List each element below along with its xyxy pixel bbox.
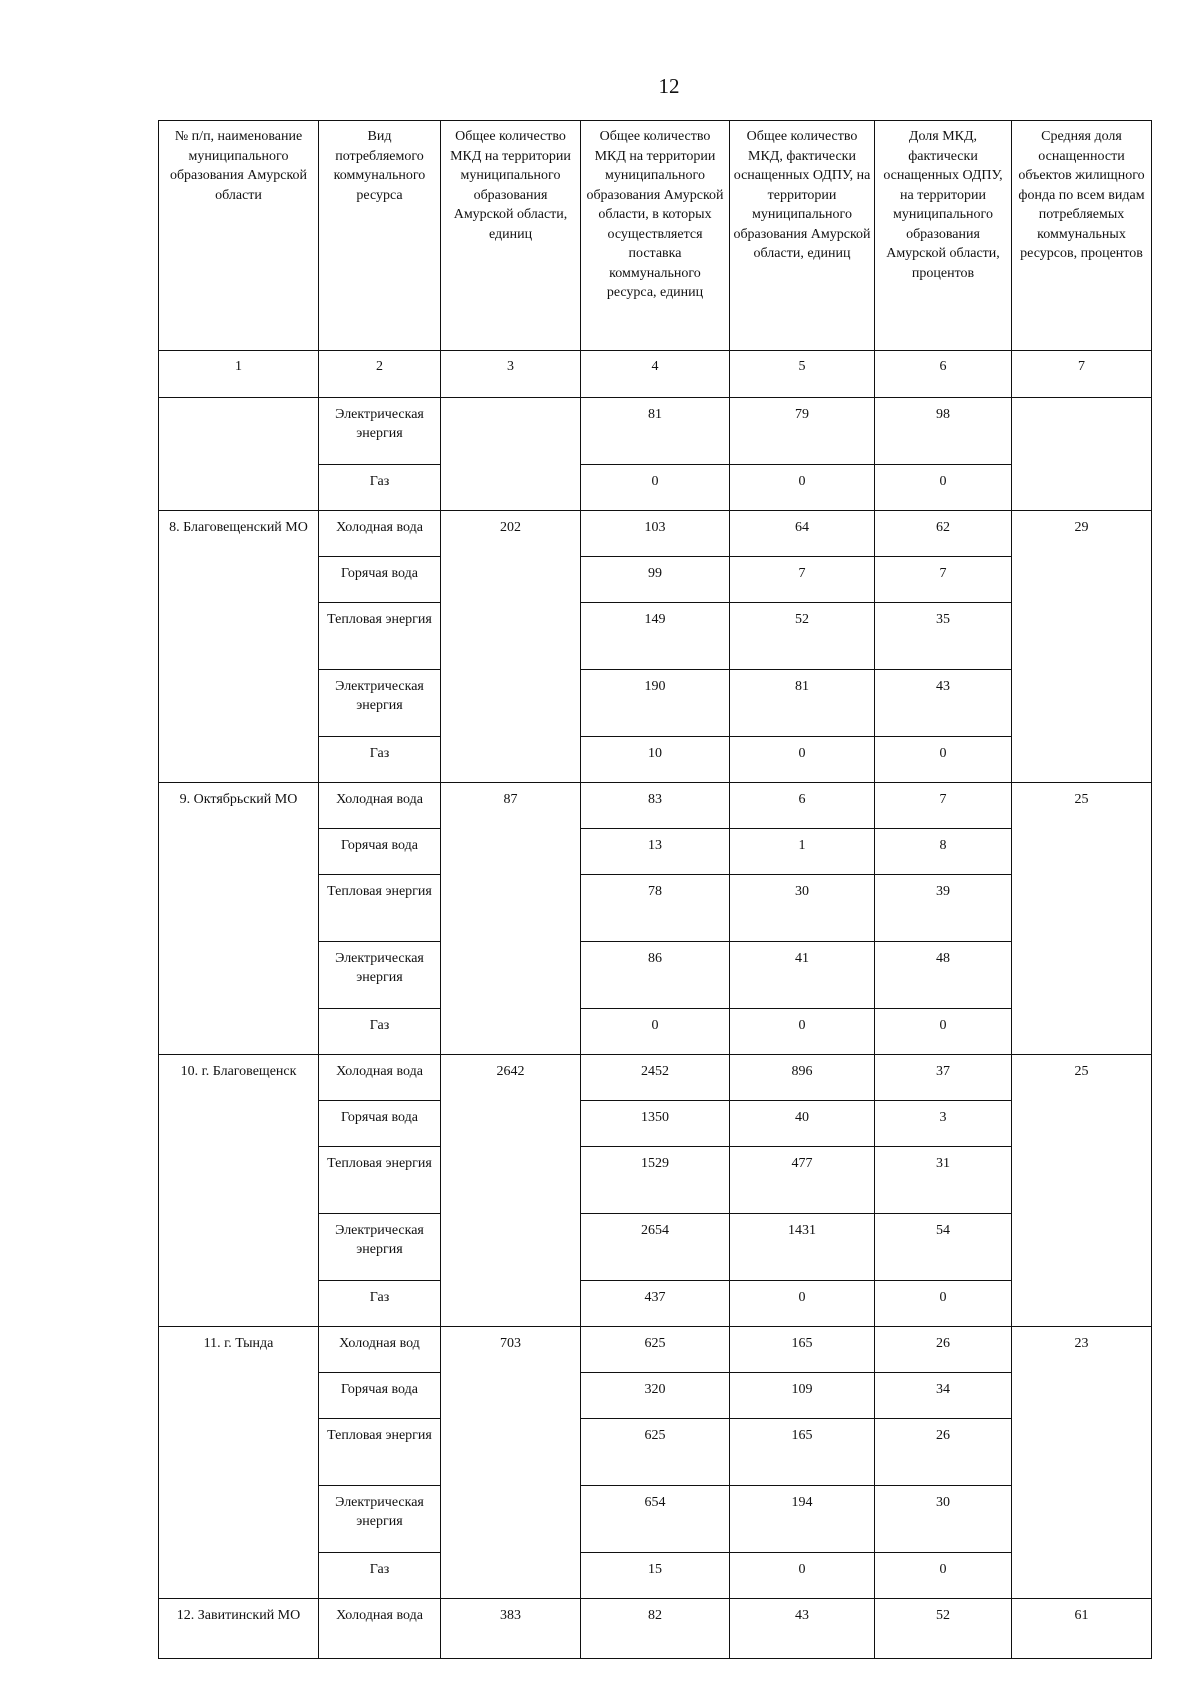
supplied-cell: 10 <box>581 737 730 783</box>
supplied-cell: 1529 <box>581 1147 730 1214</box>
resource-cell: Холодная вода <box>319 1055 441 1101</box>
supplied-cell: 15 <box>581 1553 730 1599</box>
supplied-cell: 625 <box>581 1327 730 1373</box>
share-cell: 35 <box>875 603 1012 670</box>
equipped-cell: 40 <box>730 1101 875 1147</box>
equipped-cell: 0 <box>730 465 875 511</box>
table-header-row <box>159 121 1152 351</box>
table-row <box>159 783 1152 829</box>
resource-cell: Горячая вода <box>319 829 441 875</box>
odpu-equipment-table <box>158 120 1152 1659</box>
average-share-cell <box>1012 398 1152 511</box>
header-resource-type: Вид потребляемого коммунального ресурса <box>319 121 441 351</box>
supplied-cell: 99 <box>581 557 730 603</box>
column-number: 1 <box>159 351 319 398</box>
header-supplied-mkd: Общее количество МКД на территории муниципального образования Амурской области, в которых осуществляется поставка коммунального ресурса, единиц <box>581 121 730 351</box>
supplied-cell: 86 <box>581 942 730 1009</box>
equipped-cell: 165 <box>730 1419 875 1486</box>
column-number: 5 <box>730 351 875 398</box>
resource-cell: Газ <box>319 1009 441 1055</box>
header-equipped-share: Доля МКД, фактически оснащенных ОДПУ, на территории муниципального образования Амурской области, процентов <box>875 121 1012 351</box>
resource-cell: Тепловая энергия <box>319 603 441 670</box>
table-row <box>159 1055 1152 1101</box>
share-cell: 30 <box>875 1486 1012 1553</box>
column-number-row <box>159 351 1152 398</box>
equipped-cell: 79 <box>730 398 875 465</box>
equipped-cell: 43 <box>730 1599 875 1659</box>
table-row <box>159 1599 1152 1659</box>
share-cell: 0 <box>875 1009 1012 1055</box>
supplied-cell: 2452 <box>581 1055 730 1101</box>
resource-cell: Электрическая энергия <box>319 1486 441 1553</box>
total-mkd-cell: 703 <box>441 1327 581 1599</box>
resource-cell: Холодная вода <box>319 511 441 557</box>
share-cell: 3 <box>875 1101 1012 1147</box>
share-cell: 7 <box>875 783 1012 829</box>
table-row <box>159 398 1152 465</box>
share-cell: 0 <box>875 737 1012 783</box>
share-cell: 34 <box>875 1373 1012 1419</box>
supplied-cell: 1350 <box>581 1101 730 1147</box>
equipped-cell: 81 <box>730 670 875 737</box>
equipped-cell: 0 <box>730 737 875 783</box>
share-cell: 26 <box>875 1327 1012 1373</box>
equipped-cell: 1 <box>730 829 875 875</box>
share-cell: 39 <box>875 875 1012 942</box>
resource-cell: Горячая вода <box>319 1101 441 1147</box>
data-table-container <box>158 120 1152 1659</box>
page-number: 12 <box>658 74 680 98</box>
supplied-cell: 190 <box>581 670 730 737</box>
supplied-cell: 654 <box>581 1486 730 1553</box>
column-number: 2 <box>319 351 441 398</box>
supplied-cell: 81 <box>581 398 730 465</box>
header-equipped-mkd: Общее количество МКД, фактически оснащенных ОДПУ, на территории муниципального образования Амурской области, единиц <box>730 121 875 351</box>
resource-cell: Тепловая энергия <box>319 875 441 942</box>
municipality-cell: 12. Завитинский МО <box>159 1599 319 1659</box>
average-share-cell: 29 <box>1012 511 1152 783</box>
resource-cell: Газ <box>319 465 441 511</box>
equipped-cell: 52 <box>730 603 875 670</box>
total-mkd-cell: 87 <box>441 783 581 1055</box>
equipped-cell: 1431 <box>730 1214 875 1281</box>
equipped-cell: 896 <box>730 1055 875 1101</box>
equipped-cell: 30 <box>730 875 875 942</box>
resource-cell: Холодная вода <box>319 783 441 829</box>
share-cell: 52 <box>875 1599 1012 1659</box>
equipped-cell: 6 <box>730 783 875 829</box>
resource-cell: Электрическая энергия <box>319 398 441 465</box>
supplied-cell: 149 <box>581 603 730 670</box>
table-row <box>159 511 1152 557</box>
resource-cell: Горячая вода <box>319 557 441 603</box>
average-share-cell: 25 <box>1012 783 1152 1055</box>
supplied-cell: 78 <box>581 875 730 942</box>
share-cell: 54 <box>875 1214 1012 1281</box>
municipality-cell <box>159 398 319 511</box>
equipped-cell: 7 <box>730 557 875 603</box>
resource-cell: Тепловая энергия <box>319 1147 441 1214</box>
municipality-cell: 8. Благовещенский МО <box>159 511 319 783</box>
resource-cell: Электрическая энергия <box>319 942 441 1009</box>
header-average-share: Средняя доля оснащенности объектов жилищного фонда по всем видам потребляемых коммунальных ресурсов, процентов <box>1012 121 1152 351</box>
equipped-cell: 0 <box>730 1553 875 1599</box>
supplied-cell: 437 <box>581 1281 730 1327</box>
header-municipality: № п/п, наименование муниципального образования Амурской области <box>159 121 319 351</box>
total-mkd-cell <box>441 398 581 511</box>
equipped-cell: 109 <box>730 1373 875 1419</box>
column-number: 3 <box>441 351 581 398</box>
total-mkd-cell: 2642 <box>441 1055 581 1327</box>
average-share-cell: 61 <box>1012 1599 1152 1659</box>
resource-cell: Газ <box>319 1281 441 1327</box>
equipped-cell: 477 <box>730 1147 875 1214</box>
equipped-cell: 194 <box>730 1486 875 1553</box>
share-cell: 7 <box>875 557 1012 603</box>
supplied-cell: 320 <box>581 1373 730 1419</box>
municipality-cell: 9. Октябрьский МО <box>159 783 319 1055</box>
table-row <box>159 1327 1152 1373</box>
resource-cell: Холодная вода <box>319 1599 441 1659</box>
share-cell: 37 <box>875 1055 1012 1101</box>
resource-cell: Горячая вода <box>319 1373 441 1419</box>
supplied-cell: 82 <box>581 1599 730 1659</box>
total-mkd-cell: 383 <box>441 1599 581 1659</box>
municipality-cell: 10. г. Благовещенск <box>159 1055 319 1327</box>
supplied-cell: 2654 <box>581 1214 730 1281</box>
share-cell: 26 <box>875 1419 1012 1486</box>
total-mkd-cell: 202 <box>441 511 581 783</box>
supplied-cell: 625 <box>581 1419 730 1486</box>
equipped-cell: 165 <box>730 1327 875 1373</box>
average-share-cell: 23 <box>1012 1327 1152 1599</box>
column-number: 7 <box>1012 351 1152 398</box>
resource-cell: Холодная вод <box>319 1327 441 1373</box>
share-cell: 31 <box>875 1147 1012 1214</box>
resource-cell: Электрическая энергия <box>319 670 441 737</box>
resource-cell: Газ <box>319 1553 441 1599</box>
municipality-cell: 11. г. Тында <box>159 1327 319 1599</box>
column-number: 6 <box>875 351 1012 398</box>
equipped-cell: 41 <box>730 942 875 1009</box>
share-cell: 8 <box>875 829 1012 875</box>
equipped-cell: 0 <box>730 1009 875 1055</box>
header-total-mkd: Общее количество МКД на территории муниципального образования Амурской области, единиц <box>441 121 581 351</box>
resource-cell: Тепловая энергия <box>319 1419 441 1486</box>
resource-cell: Газ <box>319 737 441 783</box>
share-cell: 0 <box>875 465 1012 511</box>
column-number: 4 <box>581 351 730 398</box>
average-share-cell: 25 <box>1012 1055 1152 1327</box>
share-cell: 48 <box>875 942 1012 1009</box>
share-cell: 43 <box>875 670 1012 737</box>
supplied-cell: 83 <box>581 783 730 829</box>
share-cell: 98 <box>875 398 1012 465</box>
share-cell: 62 <box>875 511 1012 557</box>
equipped-cell: 64 <box>730 511 875 557</box>
resource-cell: Электрическая энергия <box>319 1214 441 1281</box>
supplied-cell: 103 <box>581 511 730 557</box>
supplied-cell: 0 <box>581 465 730 511</box>
equipped-cell: 0 <box>730 1281 875 1327</box>
supplied-cell: 0 <box>581 1009 730 1055</box>
share-cell: 0 <box>875 1553 1012 1599</box>
supplied-cell: 13 <box>581 829 730 875</box>
share-cell: 0 <box>875 1281 1012 1327</box>
